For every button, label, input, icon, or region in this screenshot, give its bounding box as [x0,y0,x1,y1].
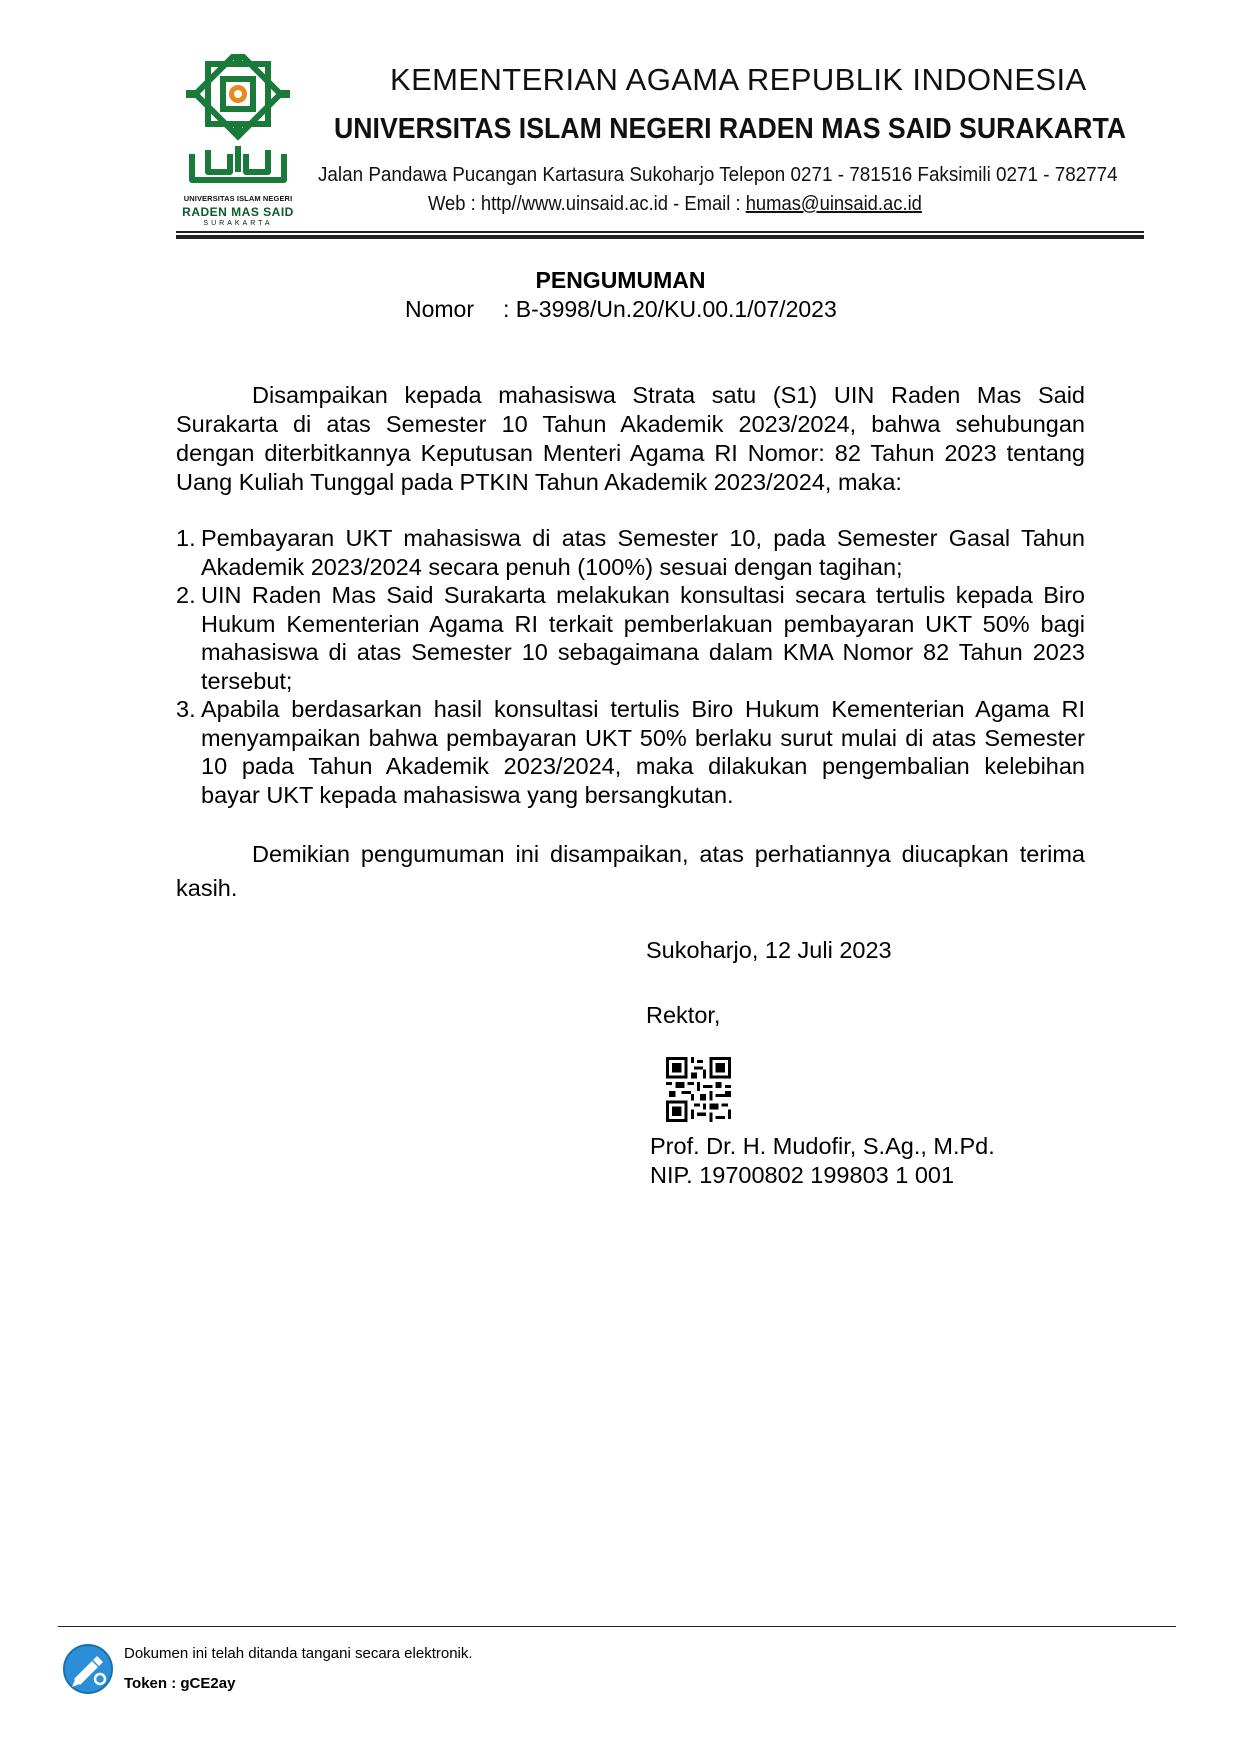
signatory-role: Rektor, [646,1002,721,1028]
logo-caption-main: RADEN MAS SAID [182,205,294,219]
qr-code-icon [666,1057,731,1122]
list-item [176,524,1085,581]
footer-divider [58,1626,1176,1627]
decision-list [176,524,1085,809]
e-signature-token: Token : gCE2ay [124,1675,236,1692]
e-signature-note: Dokumen ini telah ditanda tangani secara elektronik. [124,1645,473,1662]
letterhead-divider-thin [176,231,1144,233]
logo-caption-top: UNIVERSITAS ISLAM NEGERI [183,194,293,203]
web-text: Web : http//www.uinsaid.ac.id - Email : [428,193,746,215]
signatory-nip: NIP. 19700802 199803 1 001 [650,1162,955,1188]
signatory-name: Prof. Dr. H. Mudofir, S.Ag., M.Pd. [650,1133,995,1159]
intro-paragraph: Disampaikan kepada mahasiswa Strata satu (S1) UIN Raden Mas Said Surakarta di atas Semester 10 Tahun Akademik 2023/2024, bahwa sehubungan dengan diterbitkannya Keputusan Menteri Agama RI Nomor: 82 Tahun 2023 tentang Uang Kuliah Tunggal pada PTKIN Tahun Akademik 2023/2024, maka: [176,382,1085,495]
university-name: UNIVERSITAS ISLAM NEGERI RADEN MAS SAID SURAKARTA [334,113,1127,145]
list-text: Apabila berdasarkan hasil konsultasi tertulis Biro Hukum Kementerian Agama RI menyampaikan bahwa pembayaran UKT 50% berlaku surut mulai di atas Semester 10 pada Tahun Akademik 2023/2024, maka dilakukan pengembalian kelebihan bayar UKT kepada mahasiswa yang bersangkutan. [201,696,1085,808]
list-number: 1. [176,525,196,551]
letterhead-divider-thick [176,235,1144,239]
list-number: 2. [176,582,196,608]
university-logo [178,54,298,229]
list-text: Pembayaran UKT mahasiswa di atas Semester 10, pada Semester Gasal Tahun Akademik 2023/2024 secara penuh (100%) sesuai dengan tagihan; [201,525,1085,580]
number-value: : B-3998/Un.20/KU.00.1/07/2023 [503,296,837,322]
university-contact [428,193,922,216]
logo-caption-city: SURAKARTA [203,220,273,227]
list-item [176,581,1085,695]
closing-paragraph: Demikian pengumuman ini disampaikan, atas perhatiannya diucapkan terima kasih. [176,841,1085,901]
e-signature-icon [62,1643,114,1695]
list-text: UIN Raden Mas Said Surakarta melakukan konsultasi secara tertulis kepada Biro Hukum Kementerian Agama RI terkait pemberlakuan pembayaran UKT 50% bagi mahasiswa di atas Semester 10 sebagaimana dalam KMA Nomor 82 Tahun 2023 tersebut; [201,582,1085,694]
uin-emblem-icon [178,54,298,194]
list-number: 3. [176,696,196,722]
announcement-number [405,296,837,323]
email-link[interactable]: humas@uinsaid.ac.id [745,193,922,215]
number-label: Nomor [405,296,475,322]
university-address: Jalan Pandawa Pucangan Kartasura Sukoharjo Telepon 0271 - 781516 Faksimili 0271 - 782774 [318,163,1118,186]
place-date: Sukoharjo, 12 Juli 2023 [646,937,892,963]
list-item [176,695,1085,809]
announcement-title: PENGUMUMAN [535,267,706,293]
ministry-name: KEMENTERIAN AGAMA REPUBLIK INDONESIA [390,62,1087,97]
